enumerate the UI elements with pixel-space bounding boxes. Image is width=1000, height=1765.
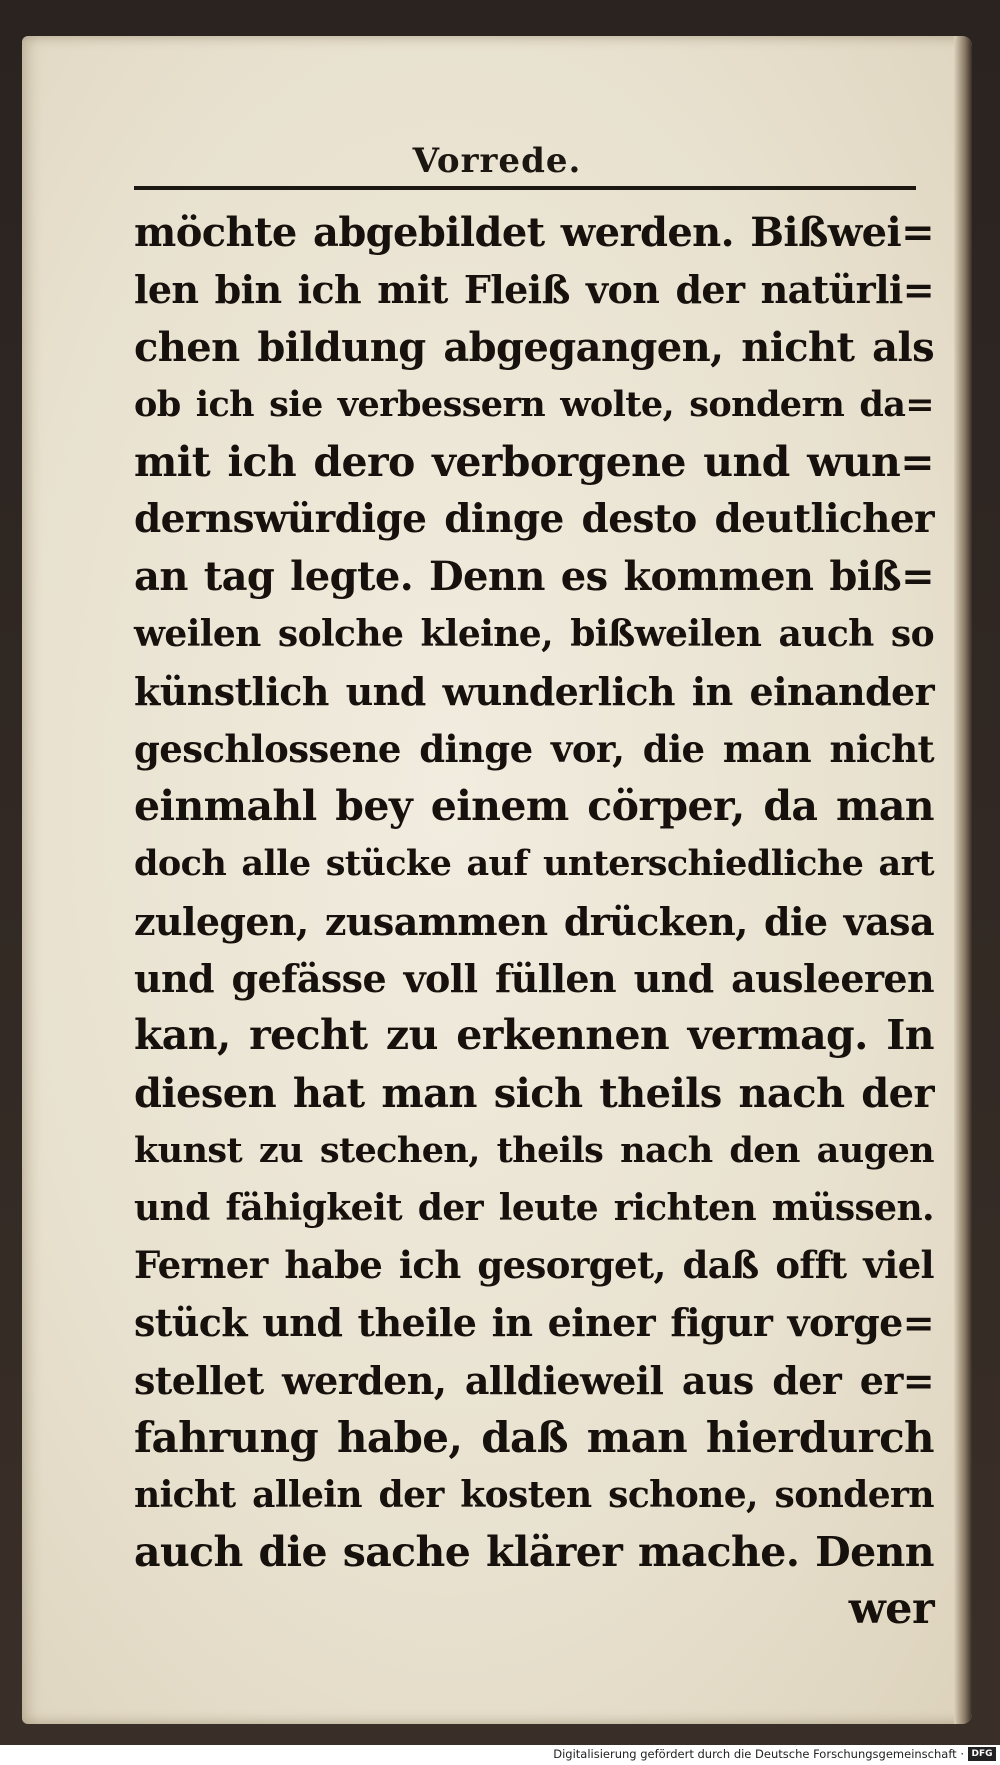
text-line: möchte abgebildet werden. Bißwei= bbox=[134, 209, 934, 256]
page-body-text bbox=[134, 204, 934, 1639]
text-line: nicht allein der kosten schone, sondern bbox=[134, 1473, 934, 1516]
text-line: und fähigkeit der leute richten müssen. bbox=[134, 1186, 934, 1229]
text-line: diesen hat man sich theils nach der bbox=[134, 1069, 934, 1117]
text-line: geschlossene dinge vor, die man nicht bbox=[134, 726, 934, 771]
text-line: künstlich und wunderlich in einander bbox=[134, 669, 934, 715]
digitization-footer bbox=[0, 1745, 1000, 1765]
book-page bbox=[22, 36, 972, 1724]
text-line: weilen solche kleine, bißweilen auch so bbox=[134, 612, 934, 655]
header-rule bbox=[134, 186, 916, 190]
text-line: doch alle stücke auf unterschiedliche art bbox=[134, 843, 934, 885]
text-line: len bin ich mit Fleiß von der natürli= bbox=[134, 267, 934, 313]
funding-credit: Digitalisierung gefördert durch die Deutsche Forschungsgemeinschaft · bbox=[553, 1747, 964, 1761]
text-line: ob ich sie verbessern wolte, sondern da= bbox=[134, 384, 934, 426]
text-line: auch die sache klärer mache. Denn bbox=[134, 1527, 934, 1576]
text-line: einmahl bey einem cörper, da man bbox=[134, 781, 934, 830]
text-line: und gefässe voll füllen und ausleeren bbox=[134, 956, 934, 1002]
text-line: chen bildung abgegangen, nicht als bbox=[134, 323, 934, 371]
text-line: mit ich dero verborgene und wun= bbox=[134, 437, 934, 486]
running-header: Vorrede. bbox=[412, 141, 582, 181]
catchword: wer bbox=[848, 1584, 934, 1635]
page-edge bbox=[954, 36, 972, 1724]
text-line: fahrung habe, daß man hierdurch bbox=[134, 1413, 934, 1463]
text-line: Ferner habe ich gesorget, daß offt viel bbox=[134, 1243, 934, 1288]
text-line: dernswürdige dinge desto deutlicher bbox=[134, 495, 934, 542]
text-line: an tag legte. Denn es kommen biß= bbox=[134, 553, 934, 601]
text-line: kunst zu stechen, theils nach den augen bbox=[134, 1130, 934, 1172]
dfg-logo-icon: DFG bbox=[968, 1747, 996, 1761]
text-line: zulegen, zusammen drücken, die vasa bbox=[134, 898, 934, 944]
text-line: stück und theile in einer figur vorge= bbox=[134, 1300, 934, 1346]
text-line: stellet werden, alldieweil aus der er= bbox=[134, 1357, 934, 1403]
text-line: kan, recht zu erkennen vermag. In bbox=[134, 1011, 934, 1060]
header-rule-end bbox=[815, 186, 911, 189]
